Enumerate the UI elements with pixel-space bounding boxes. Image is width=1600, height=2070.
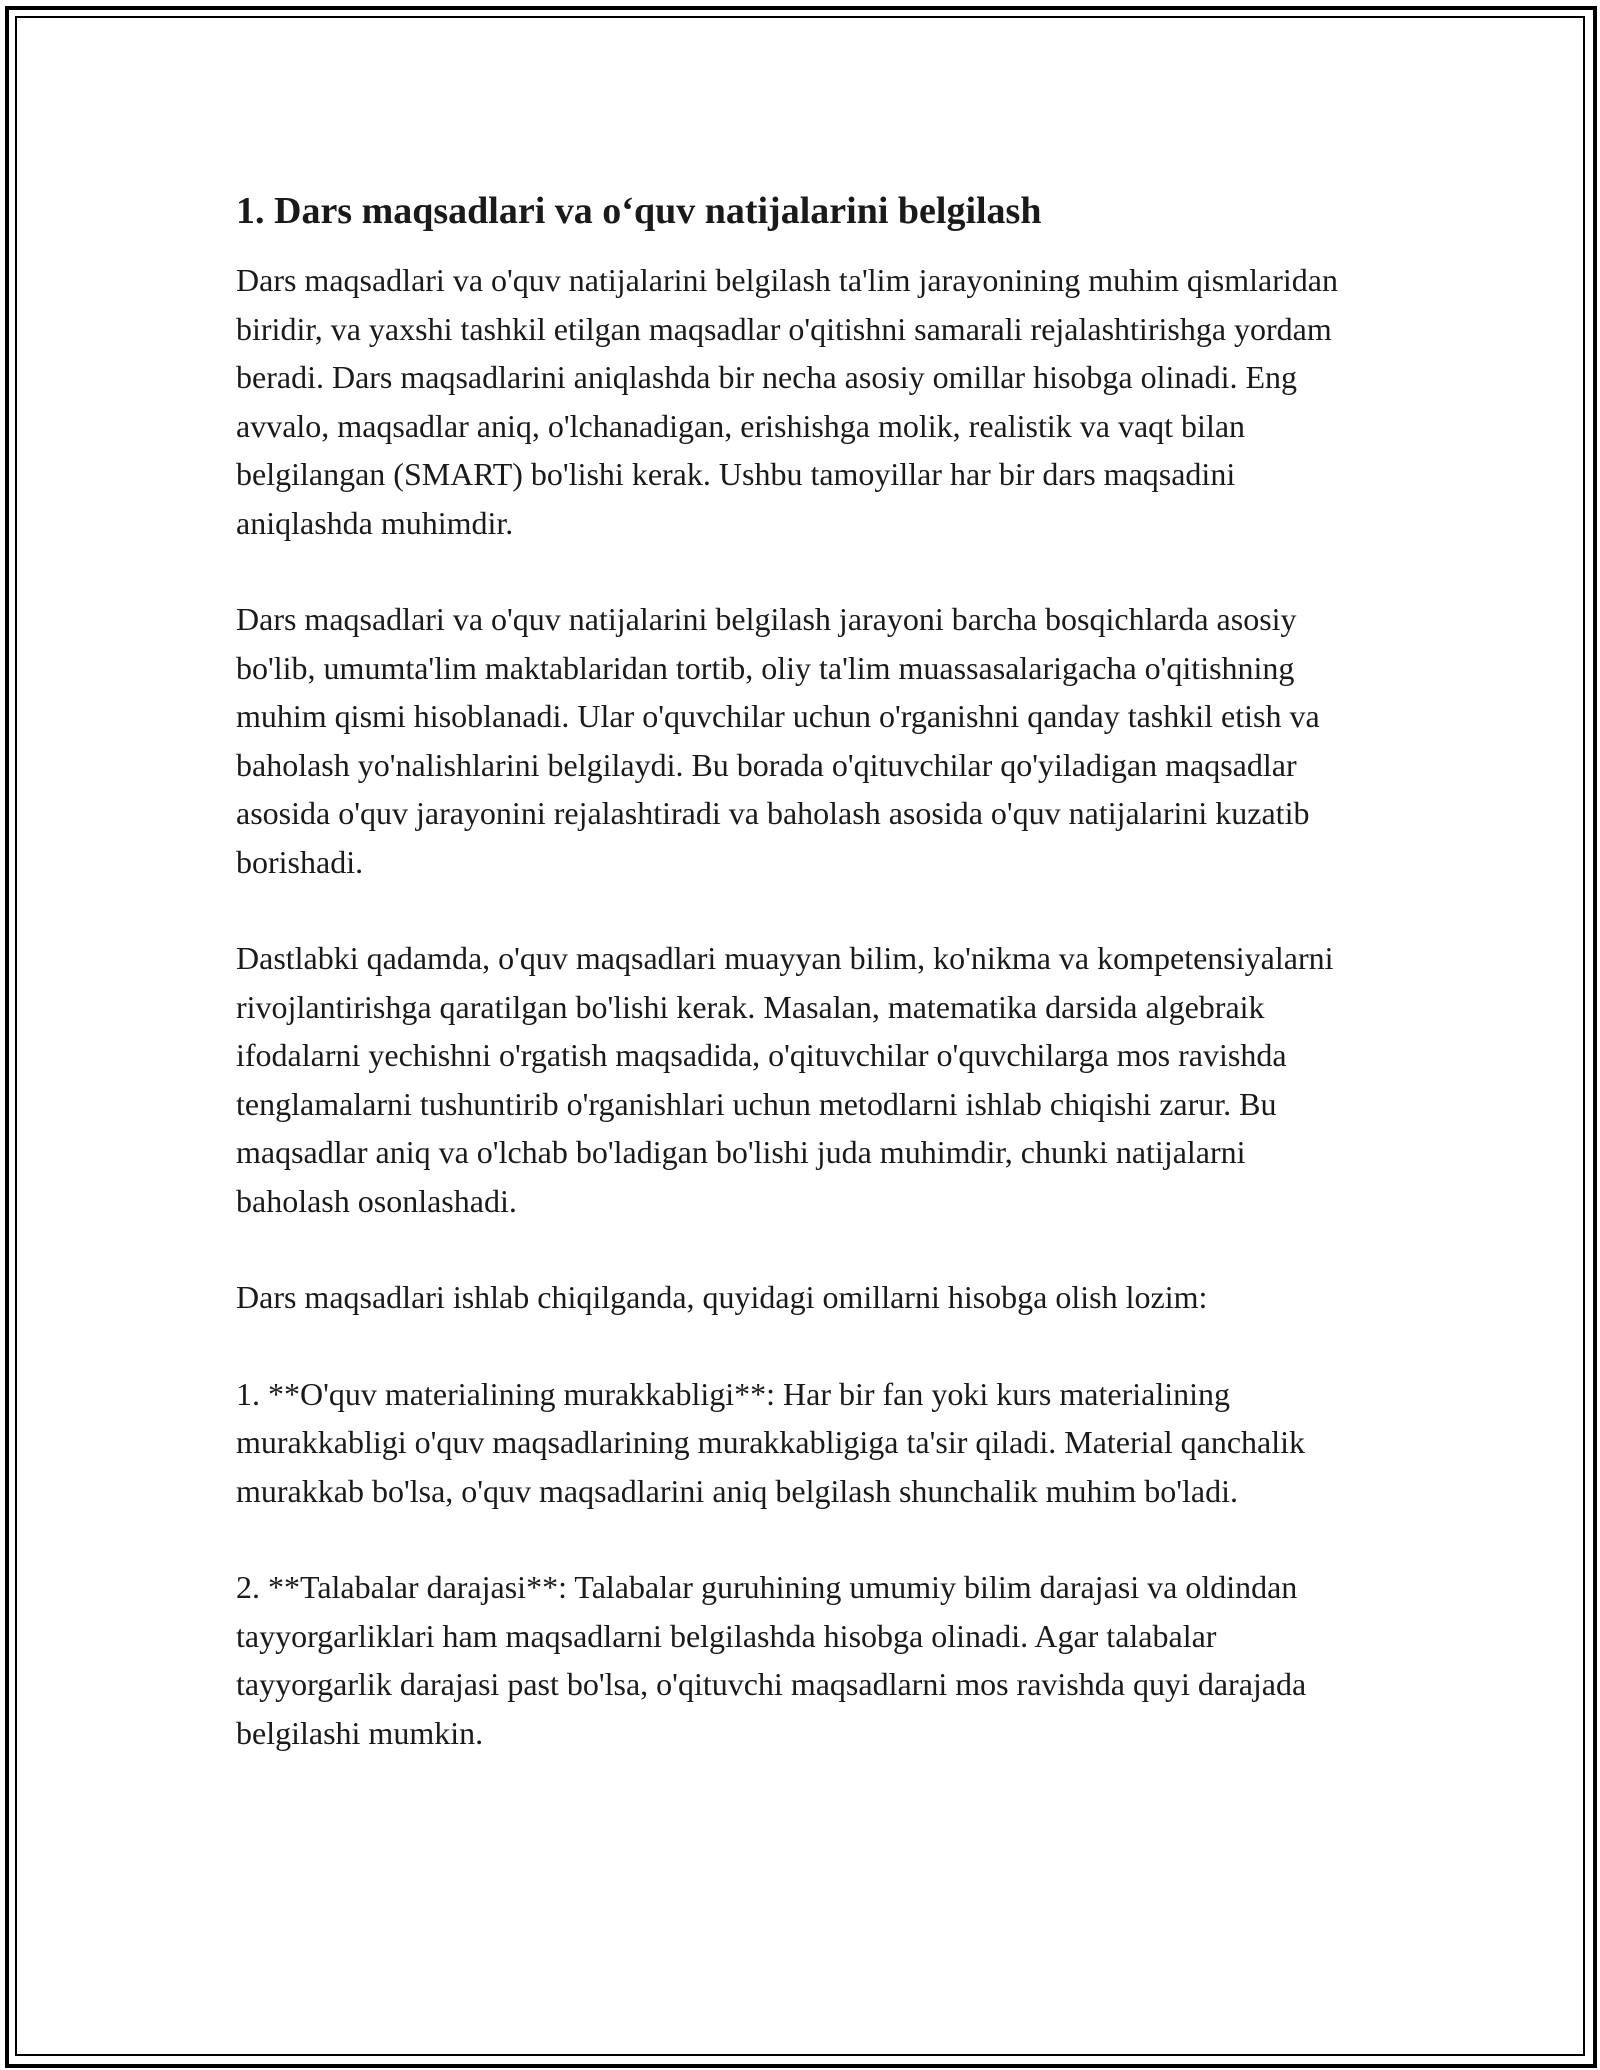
list-item-student-level: 2. **Talabalar darajasi**: Talabalar guruhining umumiy bilim darajasi va oldindan tayyorgarliklari ham maqsadlarni belgilashda hisobga olinadi. Agar talabalar tayyorgarlik darajasi past bo'lsa, o'qituvchi maqsadlarni mos ravishda quyi darajada belgilashi mumkin. xyxy=(236,1569,1307,1751)
section-heading: 1. Dars maqsadlari va o‘quv natijalarini belgilash xyxy=(236,190,1042,232)
list-item-material-complexity: 1. **O'quv materialining murakkabligi**: Har bir fan yoki kurs materialining murakkabligi o'quv maqsadlarining murakkabligiga ta'sir qiladi. Material qanchalik murakkab bo'lsa, o'quv maqsadlarini aniq belgilash shunchalik muhim bo'ladi. xyxy=(236,1375,1306,1509)
document-body xyxy=(236,186,1366,1805)
paragraph-factors-intro: Dars maqsadlari ishlab chiqilganda, quyidagi omillarni hisobga olish lozim: xyxy=(236,1279,1208,1315)
paragraph-intro: Dars maqsadlari va o'quv natijalarini belgilash ta'lim jarayonining muhim qismlaridan biridir, va yaxshi tashkil etilgan maqsadlar o'qitishni samarali rejalashtirishga yordam beradi. Dars maqsadlarini aniqlashda bir necha asosiy omillar hisobga olinadi. Eng avvalo, maqsadlar aniq, o'lchanadigan, erishishga molik, realistik va vaqt bilan belgilangan (SMART) bo'lishi kerak. Ushbu tamoyillar har bir dars maqsadini aniqlashda muhimdir. xyxy=(236,262,1338,541)
paragraph-first-step: Dastlabki qadamda, o'quv maqsadlari muayyan bilim, ko'nikma va kompetensiyalarni rivojlantirishga qaratilgan bo'lishi kerak. Masalan, matematika darsida algebraik ifodalarni yechishni o'rgatish maqsadida, o'qituvchilar o'quvchilarga mos ravishda tenglamalarni tushuntirib o'rganishlari uchun metodlarni ishlab chiqishi zarur. Bu maqsadlar aniq va o'lchab bo'ladigan bo'lishi juda muhimdir, chunki natijalarni baholash osonlashadi. xyxy=(236,940,1334,1219)
paragraph-process: Dars maqsadlari va o'quv natijalarini belgilash jarayoni barcha bosqichlarda asosiy bo'lib, umumta'lim maktablaridan tortib, oliy ta'lim muassasalarigacha o'qitishning muhim qismi hisoblanadi. Ular o'quvchilar uchun o'rganishni qanday tashkil etish va baholash yo'nalishlarini belgilaydi. Bu borada o'qituvchilar qo'yiladigan maqsadlar asosida o'quv jarayonini rejalashtiradi va baholash asosida o'quv natijalarini kuzatib borishadi. xyxy=(236,601,1320,880)
